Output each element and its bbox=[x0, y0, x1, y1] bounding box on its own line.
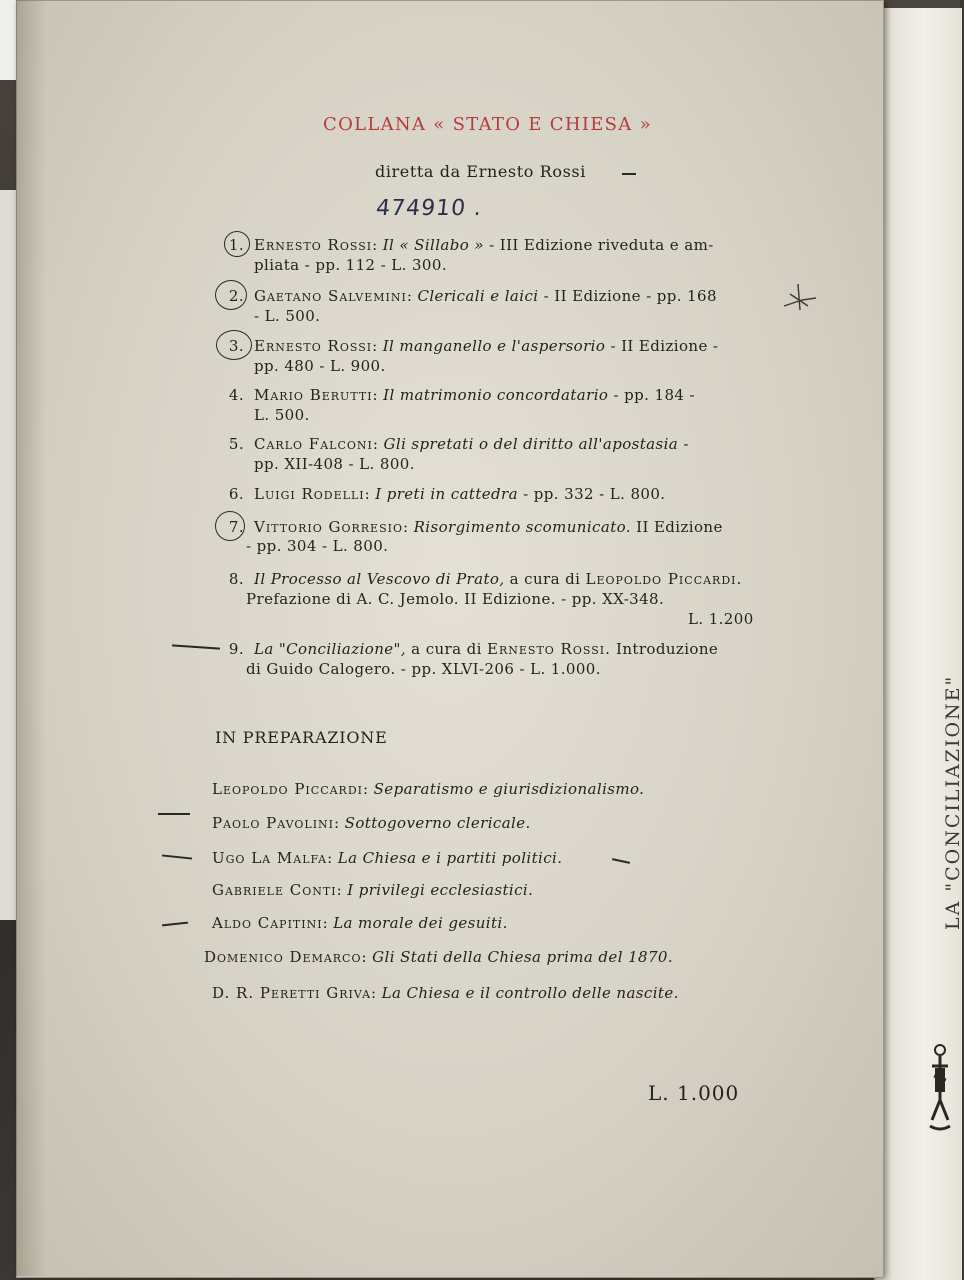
back-cover bbox=[16, 0, 884, 1278]
spine-title: LA "CONCILIAZIONE" bbox=[942, 674, 964, 930]
catalog-item-8-line2: Prefazione di A. C. Jemolo. II Edizione. - pp. XX-348. bbox=[246, 590, 665, 608]
upcoming-item: Aldo Capitini: La morale dei gesuiti. bbox=[212, 914, 508, 932]
catalog-item-4: 4. Mario Berutti: Il matrimonio concordatario - pp. 184 - bbox=[228, 386, 695, 404]
catalog-item-1: 1. Ernesto Rossi: Il « Sillabo » - III Edizione riveduta e am- bbox=[228, 236, 714, 254]
pen-circle bbox=[215, 511, 245, 541]
catalog-item-5-line2: pp. XII-408 - L. 800. bbox=[254, 455, 415, 473]
catalog-item-2: 2. Gaetano Salvemini: Clericali e laici - II Edizione - pp. 168 bbox=[228, 287, 717, 305]
catalog-item-1-line2: pliata - pp. 112 - L. 300. bbox=[254, 256, 447, 274]
cover-edge-shadow bbox=[16, 0, 46, 1276]
series-editor: diretta da Ernesto Rossi bbox=[375, 162, 586, 181]
upcoming-item: Leopoldo Piccardi: Separatismo e giurisdizionalismo. bbox=[212, 780, 645, 798]
catalog-item-4-line2: L. 500. bbox=[254, 406, 310, 424]
upcoming-item: Paolo Pavolini: Sottogoverno clericale. bbox=[212, 814, 531, 832]
pen-mark bbox=[158, 813, 190, 815]
catalog-item-7: 7. Vittorio Gorresio: Risorgimento scomunicato. II Edizione bbox=[228, 518, 723, 536]
pen-circle bbox=[224, 231, 250, 257]
catalog-item-6: 6. Luigi Rodelli: I preti in cattedra - pp. 332 - L. 800. bbox=[228, 485, 666, 503]
publisher-logo-icon bbox=[918, 1040, 958, 1140]
catalog-item-9-line2: di Guido Calogero. - pp. XLVI-206 - L. 1.000. bbox=[246, 660, 601, 678]
handwritten-mark bbox=[622, 173, 636, 175]
catalog-item-7-line2: - pp. 304 - L. 800. bbox=[246, 537, 389, 555]
catalog-item-3-line2: pp. 480 - L. 900. bbox=[254, 357, 386, 375]
pen-circle bbox=[216, 330, 252, 360]
price-label: L. 1.000 bbox=[648, 1081, 740, 1105]
section-heading: IN PREPARAZIONE bbox=[215, 728, 388, 747]
catalog-item-8-line3: L. 1.200 bbox=[688, 610, 754, 628]
handwritten-number: 474910 . bbox=[374, 196, 484, 221]
catalog-item-5: 5. Carlo Falconi: Gli spretati o del diritto all'apostasia - bbox=[228, 435, 689, 453]
catalog-item-9: 9. La "Conciliazione", a cura di Ernesto Rossi. Introduzione bbox=[228, 640, 719, 658]
catalog-item-3: 3. Ernesto Rossi: Il manganello e l'aspersorio - II Edizione - bbox=[228, 337, 719, 355]
upcoming-item: D. R. Peretti Griva: La Chiesa e il controllo delle nascite. bbox=[212, 984, 679, 1002]
upcoming-item: Domenico Demarco: Gli Stati della Chiesa prima del 1870. bbox=[204, 948, 674, 966]
pen-scribble-icon bbox=[780, 276, 820, 316]
catalog-item-2-line2: - L. 500. bbox=[254, 307, 321, 325]
catalog-item-8: 8. Il Processo al Vescovo di Prato, a cura di Leopoldo Piccardi. bbox=[228, 570, 743, 588]
pen-circle bbox=[215, 280, 247, 310]
upcoming-item: Gabriele Conti: I privilegi ecclesiastici. bbox=[212, 881, 534, 899]
series-title: COLLANA « STATO E CHIESA » bbox=[323, 114, 652, 135]
upcoming-item: Ugo La Malfa: La Chiesa e i partiti politici. bbox=[212, 849, 563, 867]
